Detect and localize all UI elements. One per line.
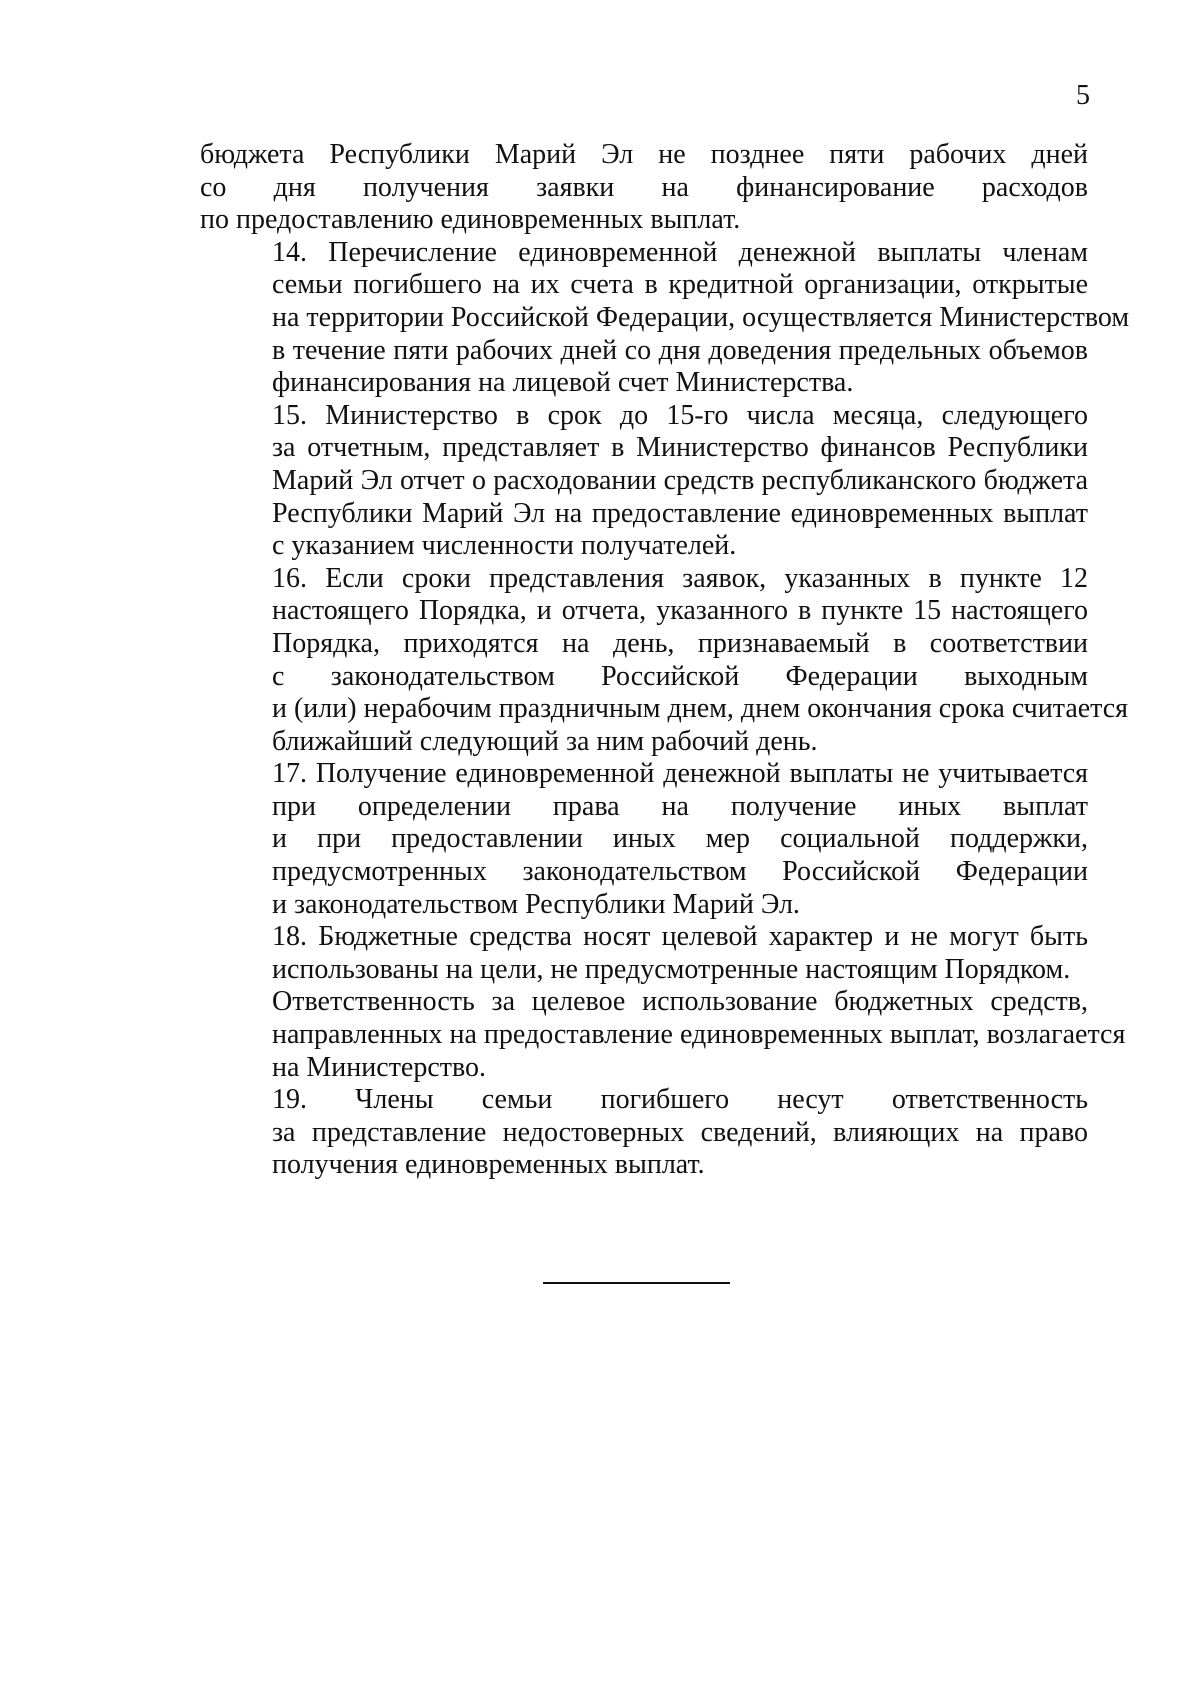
text-line: в течение пяти рабочих дней со дня доведения предельных объемов bbox=[272, 334, 1088, 366]
text-line: Республики Марий Эл на предоставление единовременных выплат bbox=[272, 497, 1088, 529]
text-line: на территории Российской Федерации, осуществляется Министерством bbox=[272, 301, 1130, 333]
text-line: с законодательством Российской Федерации выходным bbox=[272, 660, 1088, 692]
paragraph-18 bbox=[200, 921, 1088, 986]
text-line: Порядка, приходятся на день, признаваемый в соответствии bbox=[272, 627, 1088, 659]
text-line: финансирования на лицевой счет Министерства. bbox=[272, 367, 854, 399]
text-line: по предоставлению единовременных выплат. bbox=[200, 204, 741, 236]
text-line: со дня получения заявки на финансирование расходов bbox=[200, 171, 1088, 203]
paragraph-14 bbox=[200, 236, 1130, 400]
paragraph-15 bbox=[200, 400, 1088, 563]
text-line: получения единовременных выплат. bbox=[272, 1149, 705, 1181]
text-line: за отчетным, представляет в Министерство финансов Республики bbox=[272, 432, 1088, 464]
text-line: Ответственность за целевое использование бюджетных средств, bbox=[272, 986, 1088, 1018]
paragraph-18-responsibility bbox=[200, 986, 1126, 1084]
text-line: семьи погибшего на их счета в кредитной организации, открытые bbox=[272, 269, 1088, 301]
text-line: за представление недостоверных сведений, влияющих на право bbox=[272, 1116, 1088, 1148]
paragraph-19 bbox=[200, 1084, 1088, 1182]
text-line: при определении права на получение иных выплат bbox=[272, 790, 1088, 822]
text-line: 15. Министерство в срок до 15-го числа месяца, следующего bbox=[272, 399, 1088, 431]
text-line: использованы на цели, не предусмотренные настоящим Порядком. bbox=[272, 953, 1071, 985]
page-number: 5 bbox=[1076, 80, 1090, 111]
text-line: направленных на предоставление единовременных выплат, возлагается bbox=[272, 1019, 1126, 1051]
text-line: настоящего Порядка, и отчета, указанного в пункте 15 настоящего bbox=[272, 595, 1088, 627]
text-line: 18. Бюджетные средства носят целевой характер и не могут быть bbox=[272, 921, 1088, 953]
end-of-document-rule bbox=[543, 1282, 730, 1284]
document-body bbox=[200, 139, 1130, 1182]
text-line: ближайший следующий за ним рабочий день. bbox=[272, 725, 818, 757]
text-line: и (или) нерабочим праздничным днем, днем окончания срока считается bbox=[272, 693, 1129, 725]
text-line: с указанием численности получателей. bbox=[272, 530, 737, 562]
text-line: и при предоставлении иных мер социальной поддержки, bbox=[272, 823, 1088, 855]
text-line: 14. Перечисление единовременной денежной выплаты членам bbox=[272, 236, 1088, 268]
paragraph-16 bbox=[200, 562, 1129, 759]
paragraph-17 bbox=[200, 758, 1088, 921]
text-line: 19. Члены семьи погибшего несут ответственность bbox=[272, 1084, 1088, 1116]
paragraph-continuation bbox=[200, 139, 1088, 237]
text-line: бюджета Республики Марий Эл не позднее пяти рабочих дней bbox=[200, 139, 1088, 170]
text-line: Марий Эл отчет о расходовании средств республиканского бюджета bbox=[272, 464, 1088, 496]
text-line: и законодательством Республики Марий Эл. bbox=[272, 888, 800, 920]
text-line: предусмотренных законодательством Российской Федерации bbox=[272, 856, 1088, 888]
text-line: 17. Получение единовременной денежной выплаты не учитывается bbox=[272, 758, 1088, 790]
text-line: 16. Если сроки представления заявок, указанных в пункте 12 bbox=[272, 562, 1088, 594]
text-line: на Министерство. bbox=[272, 1051, 487, 1083]
